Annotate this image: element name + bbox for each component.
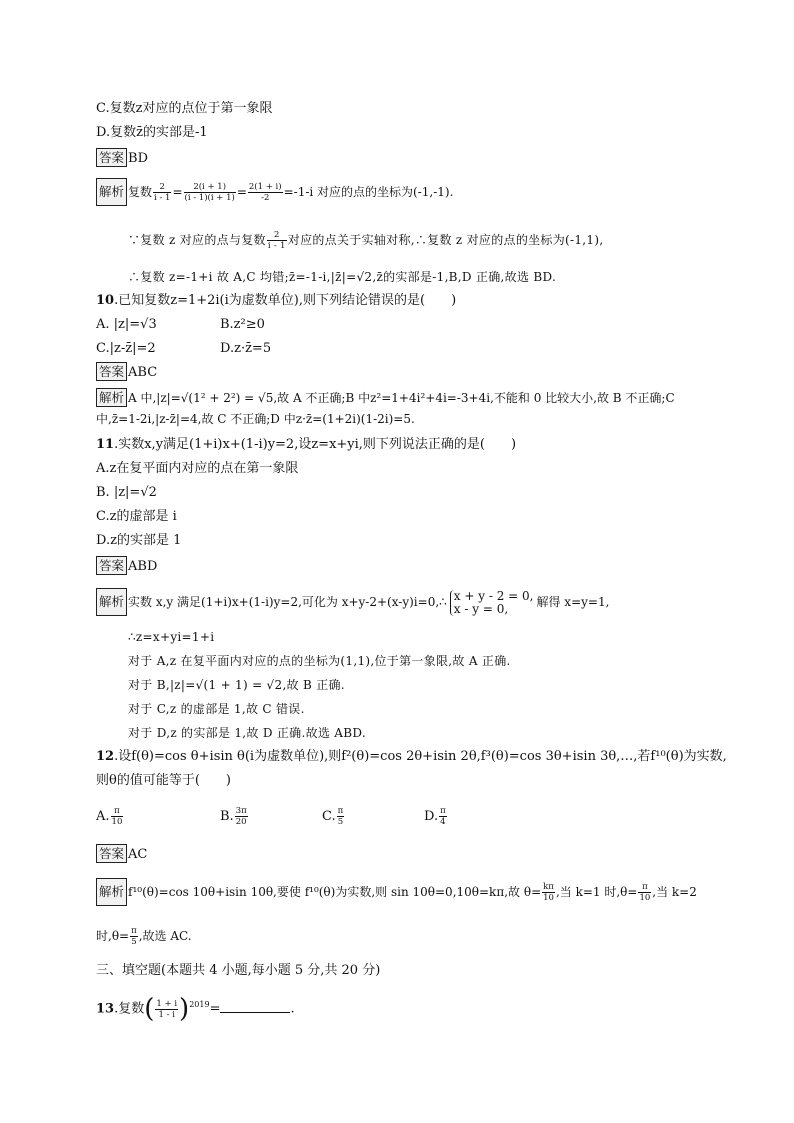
question-10 — [96, 292, 456, 310]
explanation-tag: 解析 — [96, 178, 127, 206]
exp9-text-b: =-1-i 对应的点的坐标为(-1,-1). — [283, 185, 454, 199]
exp9-text-a: 复数 — [128, 185, 153, 199]
answer-9-value: BD — [128, 151, 148, 166]
explanation-9-line1: 解析 复数 $\frac{2}{i - 1}$ = $\frac{2(i + 1)}{(i - 1)(i + 1)}$ = $\frac{2(1 + i)}{-2}$ =-1-i 对应的点的坐标为(-1,-1). — [96, 178, 453, 206]
answer-12 — [96, 844, 147, 864]
option-10d: D.z·z̄=5 — [220, 341, 272, 356]
question-10-text: .已知复数z=1+2i(i为虚数单位),则下列结论错误的是( ) — [114, 293, 457, 308]
explanation-tag: 解析 — [96, 878, 127, 906]
option-11b: B. |z|=√2 — [96, 485, 157, 500]
answer-10-value: ABC — [128, 365, 158, 380]
option-12c: C. $\frac{\pi}{5}$ — [322, 806, 344, 827]
explanation-9-line3: ∴复数 z=-1+i 故 A,C 均错;z̄=-1-i,|z̄|=√2,z̄的实部是-1,B,D 正确,故选 BD. — [128, 270, 557, 284]
fraction: $\frac{2}{i - 1}$ — [154, 182, 171, 203]
option-9c: C.复数z对应的点位于第一象限 — [96, 101, 273, 116]
answer-10 — [96, 362, 157, 382]
fraction: $\frac{2(1 + i)}{-2}$ — [248, 182, 282, 203]
explanation-11-line2: ∴z=x+yi=1+i — [128, 630, 215, 644]
explanation-12-line2: 时,θ= $\frac{\pi}{5}$ ,故选 AC. — [96, 926, 192, 947]
fraction: $\frac{2}{i - 1}$ — [267, 230, 286, 251]
answer-tag: 答案 — [96, 556, 127, 575]
option-10c: C.|z-z̄|=2 — [96, 341, 156, 356]
explanation-tag: 解析 — [96, 388, 127, 407]
option-11a: A.z在复平面内对应的点在第一象限 — [96, 461, 299, 476]
option-12b: B. $\frac{3\pi}{20}$ — [220, 806, 247, 827]
question-12 — [96, 748, 727, 766]
answer-9 — [96, 148, 148, 168]
question-number: 13 — [96, 1001, 115, 1017]
answer-tag: 答案 — [96, 362, 127, 381]
option-9d: D.复数z̄的实部是-1 — [96, 125, 208, 140]
question-11 — [96, 436, 516, 454]
answer-blank[interactable] — [220, 1000, 290, 1013]
option-11c: C.z的虚部是 i — [96, 509, 177, 524]
question-12-text: .设f(θ)=cos θ+isin θ(i为虚数单位),则f²(θ)=cos 2θ+isin 2θ,f³(θ)=cos 3θ+isin 3θ,…,若f¹⁰(θ)为实数, — [114, 749, 727, 764]
equation-system: x + y - 2 = 0, x - y = 0, — [450, 590, 534, 616]
explanation-9-line2: ∵复数 z 对应的点与复数 $\frac{2}{i - 1}$ 对应的点关于实轴对称,∴复数 z 对应的点的坐标为(-1,1), — [128, 230, 604, 251]
section-3-heading: 三、填空题(本题共 4 小题,每小题 5 分,共 20 分) — [96, 963, 381, 978]
explanation-tag: 解析 — [96, 588, 127, 616]
answer-12-value: AC — [128, 847, 148, 862]
option-11d: D.z的实部是 1 — [96, 533, 182, 548]
answer-tag: 答案 — [96, 844, 127, 863]
question-13: 13.复数( $\frac{1 + i}{1 - i}$ )$^{2019}$= . — [96, 994, 295, 1024]
option-12d: D. $\frac{\pi}{4}$ — [424, 806, 446, 827]
answer-11 — [96, 556, 157, 576]
option-10a: A. |z|=√3 — [96, 317, 157, 332]
explanation-11-line1: 解析 实数 x,y 满足(1+i)x+(1-i)y=2,可化为 x+y-2+(x-y)i=0,∴ x + y - 2 = 0, x - y = 0, 解得 x=y=1, — [96, 588, 609, 616]
question-12-line2: 则θ的值可能等于( ) — [96, 773, 231, 788]
answer-11-value: ABD — [128, 559, 158, 574]
explanation-11-line3: 对于 A,z 在复平面内对应的点的坐标为(1,1),位于第一象限,故 A 正确. — [128, 654, 511, 668]
explanation-11-line5: 对于 C,z 的虚部是 1,故 C 错误. — [128, 702, 305, 716]
question-number: 12 — [96, 749, 115, 764]
question-number: 10 — [96, 293, 115, 308]
explanation-10-line2: 中,z̄=1-2i,|z-z̄|=4,故 C 不正确;D 中z·z̄=(1+2i)(1-2i)=5. — [96, 412, 415, 426]
option-10b: B.z²≥0 — [220, 317, 265, 332]
question-number: 11 — [96, 437, 115, 452]
explanation-10-line1: 解析 A 中,|z|=√(1² + 2²) = √5,故 A 不正确;B 中z²=1+4i²+4i=-3+4i,不能和 0 比较大小,故 B 不正确;C — [96, 388, 675, 407]
fraction: $\frac{2(i + 1)}{(i - 1)(i + 1)}$ — [184, 182, 235, 203]
question-11-text: .实数x,y满足(1+i)x+(1-i)y=2,设z=x+yi,则下列说法正确的是( ) — [114, 437, 517, 452]
explanation-11-line6: 对于 D,z 的实部是 1,故 D 正确.故选 ABD. — [128, 726, 366, 740]
answer-tag: 答案 — [96, 148, 127, 167]
explanation-12-line1: 解析 f¹⁰(θ)=cos 10θ+isin 10θ,要使 f¹⁰(θ)为实数,则 sin 10θ=0,10θ=kπ,故 θ= $\frac{k\pi}{10}$ ,当 k=1 时,θ= $\frac{\pi}{10}$ ,当 k=2 — [96, 878, 697, 906]
option-12a: A. $\frac{\pi}{10}$ — [96, 806, 123, 827]
explanation-11-line4: 对于 B,|z|=√(1 + 1) = √2,故 B 正确. — [128, 678, 345, 692]
